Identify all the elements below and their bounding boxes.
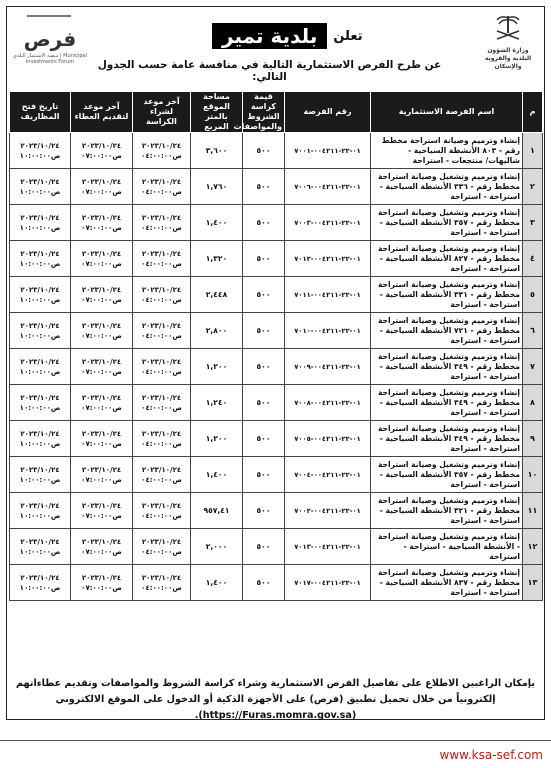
cell-opening-date: ٢٠٢٣/١٠/٢٤ ص١٠:٠٠:٠٠: [10, 133, 71, 169]
table-row: [10, 493, 543, 529]
cell-fee: ٥٠٠: [243, 277, 285, 313]
cell-opening-date: ٢٠٢٣/١٠/٢٤ ص١٠:٠٠:٠٠: [10, 421, 71, 457]
table-row: [10, 421, 543, 457]
cell-opening-date: ٢٠٢٣/١٠/٢٤ ص١٠:٠٠:٠٠: [10, 457, 71, 493]
table-row: [10, 457, 543, 493]
cell-buy-deadline: ٢٠٢٣/١٠/٢٤ ص٠٤:٠٠:٠٠: [133, 205, 191, 241]
title-banner: [212, 21, 363, 51]
cell-name: إنشاء وترميم وتشغيل وصيانة استراحة مخطط رقم - ٣٣١ الأنشطة السياحية - استراحة - استراحة: [371, 277, 523, 313]
cell-fee: ٥٠٠: [243, 241, 285, 277]
col-header-buy-deadline: آخر موعد لشراء الكراسة: [133, 92, 191, 133]
cell-opening-date: ٢٠٢٣/١٠/٢٤ ص١٠:٠٠:٠٠: [10, 385, 71, 421]
cell-submit-deadline: ٢٠٢٣/١٠/٢٤ ص٠٧:٠٠:٠٠: [71, 565, 133, 601]
cell-area: ١,٤٠٠: [191, 565, 243, 601]
cell-name: إنشاء وترميم وتشغيل وصيانة استراحة مخطط رقم - ٣٥٧ الأنشطة السياحية - استراحة - استراحة: [371, 457, 523, 493]
cell-index: ٧: [523, 349, 543, 385]
cell-area: ١,٢٠٠: [191, 421, 243, 457]
cell-buy-deadline: ٢٠٢٣/١٠/٢٤ ص٠٤:٠٠:٠٠: [133, 565, 191, 601]
furas-logo-skyline: [27, 15, 71, 27]
cell-area: ١,٤٠٠: [191, 205, 243, 241]
cell-buy-deadline: ٢٠٢٣/١٠/٢٤ ص٠٤:٠٠:٠٠: [133, 277, 191, 313]
cell-submit-deadline: ٢٠٢٣/١٠/٢٤ ص٠٧:٠٠:٠٠: [71, 169, 133, 205]
cell-area: ٣,٦٠٠: [191, 133, 243, 169]
table-row: [10, 241, 543, 277]
cell-buy-deadline: ٢٠٢٣/١٠/٢٤ ص٠٤:٠٠:٠٠: [133, 493, 191, 529]
cell-fee: ٥٠٠: [243, 493, 285, 529]
ministry-name: وزارة الشؤون البلدية والقروية والإسكان: [484, 47, 532, 70]
furas-logo-text: فرص: [23, 27, 77, 51]
col-header-fee: قيمة كراسة الشروط والمواصفات: [243, 92, 285, 133]
cell-name: إنشاء وترميم وتشغيل وصيانة استراحة مخطط رقم - ٣٥٧ الأنشطة السياحية - استراحة - استراحة: [371, 205, 523, 241]
cell-opening-date: ٢٠٢٣/١٠/٢٤ ص١٠:٠٠:٠٠: [10, 205, 71, 241]
cell-area: ١,٣٢٠: [191, 241, 243, 277]
cell-area: ٢,٠٠٠: [191, 529, 243, 565]
cell-area: ١,٧٦٠: [191, 169, 243, 205]
table-row: [10, 565, 543, 601]
cell-opening-date: ٢٠٢٣/١٠/٢٤ ص١٠:٠٠:٠٠: [10, 277, 71, 313]
footer-note: يإمكان الراغبين الاطلاع على تفاصيل الفرص الاستثمارية وشراء كراسة الشروط والمواصفات وتقديم عطاءاتهم إلكترونياً من خلال تحميل تطبيق (فرص) على الأجهزة الذكية أو الدخول على الموقع الالكتروني (https://Furas.momra.gov.sa).: [16, 678, 535, 721]
table-row: [10, 349, 543, 385]
cell-buy-deadline: ٢٠٢٣/١٠/٢٤ ص٠٤:٠٠:٠٠: [133, 421, 191, 457]
title-prefix: تعلن: [333, 28, 363, 44]
cell-area: ٩٥٧,٤١: [191, 493, 243, 529]
website-link[interactable]: www.ksa-sef.com: [439, 748, 543, 762]
cell-index: ٨: [523, 385, 543, 421]
table-row: [10, 529, 543, 565]
cell-submit-deadline: ٢٠٢٣/١٠/٢٤ ص٠٧:٠٠:٠٠: [71, 349, 133, 385]
cell-area: ٢,٨٠٠: [191, 313, 243, 349]
cell-index: ١٣: [523, 565, 543, 601]
cell-area: ١,٤٠٠: [191, 457, 243, 493]
col-header-index: م: [523, 92, 543, 133]
table-row: [10, 277, 543, 313]
cell-fee: ٥٠٠: [243, 313, 285, 349]
cell-submit-deadline: ٢٠٢٣/١٠/٢٤ ص٠٧:٠٠:٠٠: [71, 205, 133, 241]
cell-opening-date: ٢٠٢٣/١٠/٢٤ ص١٠:٠٠:٠٠: [10, 169, 71, 205]
table-row: [10, 313, 543, 349]
cell-submit-deadline: ٢٠٢٣/١٠/٢٤ ص٠٧:٠٠:٠٠: [71, 133, 133, 169]
cell-name: إنشاء وترميم وتشغيل وصيانة استراحة مخطط رقم - ٣٤٩ الأنشطة السياحية - استراحة - استراحة: [371, 421, 523, 457]
cell-ref: ٠١-٢٢-٠٠٤٢١١-٧٠٠١: [285, 133, 371, 169]
cell-buy-deadline: ٢٠٢٣/١٠/٢٤ ص٠٤:٠٠:٠٠: [133, 457, 191, 493]
cell-fee: ٥٠٠: [243, 565, 285, 601]
cell-ref: ٠١-٢٢-٠٠٤٢١١-٧٠١٧: [285, 565, 371, 601]
page-subtitle: عن طرح الفرص الاستثمارية التالية في منافسة عامة حسب الجدول التالي:: [97, 59, 442, 83]
cell-buy-deadline: ٢٠٢٣/١٠/٢٤ ص٠٤:٠٠:٠٠: [133, 133, 191, 169]
cell-index: ٣: [523, 205, 543, 241]
cell-name: إنشاء وترميم وصيانة استراحة مخطط رقم - ٨٠٣ الأنشطة السياحية - شاليهات/ منتجعات - استراحة: [371, 133, 523, 169]
cell-area: ١,٢٠٠: [191, 349, 243, 385]
cell-index: ٢: [523, 169, 543, 205]
cell-area: ٢,٤٤٨: [191, 277, 243, 313]
furas-logo-subtitle: منصة الاستثمار البلدي | Municipal Investments Forum: [13, 53, 87, 65]
furas-logo: [13, 13, 87, 71]
cell-name: إنشاء وترميم وتشغيل وصيانة استراحة مخطط رقم - ٣٢١ الأنشطة السياحية - استراحة - استراحة: [371, 493, 523, 529]
table-header-row: [10, 92, 543, 133]
announcement-frame: [6, 6, 545, 720]
cell-buy-deadline: ٢٠٢٣/١٠/٢٤ ص٠٤:٠٠:٠٠: [133, 385, 191, 421]
cell-submit-deadline: ٢٠٢٣/١٠/٢٤ ص٠٧:٠٠:٠٠: [71, 457, 133, 493]
cell-index: ١١: [523, 493, 543, 529]
cell-submit-deadline: ٢٠٢٣/١٠/٢٤ ص٠٧:٠٠:٠٠: [71, 529, 133, 565]
cell-opening-date: ٢٠٢٣/١٠/٢٤ ص١٠:٠٠:٠٠: [10, 313, 71, 349]
cell-ref: ٠١-٢٢-٠٠٤٢١١-٧٠٠٦: [285, 169, 371, 205]
cell-ref: ٠١-٢٢-٠٠٤٢١١-٧٠٠٩: [285, 349, 371, 385]
cell-fee: ٥٠٠: [243, 457, 285, 493]
cell-ref: ٠١-٢٢-٠٠٤٢١١-٧٠١٠: [285, 313, 371, 349]
opportunities-table: [9, 91, 543, 601]
cell-index: ٩: [523, 421, 543, 457]
cell-fee: ٥٠٠: [243, 205, 285, 241]
cell-index: ١٠: [523, 457, 543, 493]
table-row: [10, 385, 543, 421]
cell-fee: ٥٠٠: [243, 529, 285, 565]
col-header-submit-deadline: آخر موعد لتقديم العطاء: [71, 92, 133, 133]
table-row: [10, 133, 543, 169]
cell-submit-deadline: ٢٠٢٣/١٠/٢٤ ص٠٧:٠٠:٠٠: [71, 385, 133, 421]
divider: [0, 740, 551, 741]
cell-ref: ٠١-٢٢-٠٠٤٢١١-٧٠١١: [285, 277, 371, 313]
cell-fee: ٥٠٠: [243, 385, 285, 421]
palm-swords-emblem-icon: [491, 13, 525, 43]
cell-index: ١٢: [523, 529, 543, 565]
cell-buy-deadline: ٢٠٢٣/١٠/٢٤ ص٠٤:٠٠:٠٠: [133, 349, 191, 385]
col-header-area: مساحة الموقع بالمتر المربع: [191, 92, 243, 133]
cell-submit-deadline: ٢٠٢٣/١٠/٢٤ ص٠٧:٠٠:٠٠: [71, 313, 133, 349]
cell-ref: ٠١-٢٢-٠٠٤٢١١-٧٠٠٣: [285, 205, 371, 241]
page-title: بلدية تمير: [212, 23, 327, 49]
cell-ref: ٠١-٢٢-٠٠٤٢١١-٧٠٠٨: [285, 385, 371, 421]
cell-buy-deadline: ٢٠٢٣/١٠/٢٤ ص٠٤:٠٠:٠٠: [133, 529, 191, 565]
cell-name: إنشاء وترميم وتشغيل وصيانة استراحة مخطط رقم - ٣٣٦ الأنشطة السياحية - استراحة - استراحة: [371, 169, 523, 205]
cell-ref: ٠١-٢٢-٠٠٤٢١١-٧٠٠٢: [285, 493, 371, 529]
cell-area: ١,٢٤٠: [191, 385, 243, 421]
cell-index: ٤: [523, 241, 543, 277]
cell-submit-deadline: ٢٠٢٣/١٠/٢٤ ص٠٧:٠٠:٠٠: [71, 493, 133, 529]
col-header-opening-date: تاريخ فتح المظاريف: [10, 92, 71, 133]
cell-ref: ٠١-٢٢-٠٠٤٢١١-٧٠٠٥: [285, 421, 371, 457]
cell-opening-date: ٢٠٢٣/١٠/٢٤ ص١٠:٠٠:٠٠: [10, 241, 71, 277]
cell-fee: ٥٠٠: [243, 169, 285, 205]
cell-buy-deadline: ٢٠٢٣/١٠/٢٤ ص٠٤:٠٠:٠٠: [133, 241, 191, 277]
cell-index: ١: [523, 133, 543, 169]
cell-index: ٦: [523, 313, 543, 349]
col-header-ref: رقم الفرصة: [285, 92, 371, 133]
cell-ref: ٠١-٢٢-٠٠٤٢١١-٧٠١٢: [285, 241, 371, 277]
cell-name: إنشاء وترميم وتشغيل وصيانة استراحة مخطط رقم - ٨٢٧ الأنشطة السياحية - استراحة - استراحة: [371, 241, 523, 277]
table-row: [10, 169, 543, 205]
cell-name: إنشاء وترميم وتشغيل وصيانة استراحة مخطط رقم - ٣٤٩ الأنشطة السياحية - استراحة - استراحة: [371, 349, 523, 385]
announcement-header: [7, 7, 544, 87]
cell-submit-deadline: ٢٠٢٣/١٠/٢٤ ص٠٧:٠٠:٠٠: [71, 241, 133, 277]
table-row: [10, 205, 543, 241]
cell-name: إنشاء وترميم وتشغيل وصيانة استراحة مخطط رقم - ٣٤٩ الأنشطة السياحية - استراحة - استراحة: [371, 385, 523, 421]
cell-ref: ٠١-٢٢-٠٠٤٢١١-٧٠١٣: [285, 529, 371, 565]
cell-opening-date: ٢٠٢٣/١٠/٢٤ ص١٠:٠٠:٠٠: [10, 565, 71, 601]
cell-fee: ٥٠٠: [243, 133, 285, 169]
cell-submit-deadline: ٢٠٢٣/١٠/٢٤ ص٠٧:٠٠:٠٠: [71, 277, 133, 313]
cell-opening-date: ٢٠٢٣/١٠/٢٤ ص١٠:٠٠:٠٠: [10, 529, 71, 565]
cell-ref: ٠١-٢٢-٠٠٤٢١١-٧٠٠٤: [285, 457, 371, 493]
cell-submit-deadline: ٢٠٢٣/١٠/٢٤ ص٠٧:٠٠:٠٠: [71, 421, 133, 457]
col-header-name: اسم الفرصة الاستثمارية: [371, 92, 523, 133]
cell-name: إنشاء وترميم وتشغيل وصيانة استراحة مخطط رقم - ٧٢١ الأنشطة السياحية - استراحة - استراحة: [371, 313, 523, 349]
cell-name: إنشاء وترميم وتشغيل وصيانة استراحة مخطط رقم - ٨٣٧ الأنشطة السياحية - استراحة - استراحة: [371, 565, 523, 601]
ministry-logo: [478, 13, 538, 81]
cell-buy-deadline: ٢٠٢٣/١٠/٢٤ ص٠٤:٠٠:٠٠: [133, 169, 191, 205]
cell-opening-date: ٢٠٢٣/١٠/٢٤ ص١٠:٠٠:٠٠: [10, 349, 71, 385]
cell-buy-deadline: ٢٠٢٣/١٠/٢٤ ص٠٤:٠٠:٠٠: [133, 313, 191, 349]
cell-fee: ٥٠٠: [243, 421, 285, 457]
cell-index: ٥: [523, 277, 543, 313]
cell-fee: ٥٠٠: [243, 349, 285, 385]
cell-opening-date: ٢٠٢٣/١٠/٢٤ ص١٠:٠٠:٠٠: [10, 493, 71, 529]
cell-name: إنشاء وترميم وتشغيل وصيانة استراحة - الأنشطة السياحية - استراحة - استراحة: [371, 529, 523, 565]
